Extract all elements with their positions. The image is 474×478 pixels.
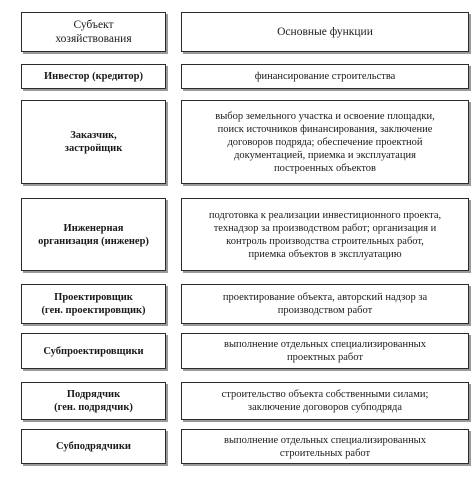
functions-text: проектирование объекта, авторский надзор за производством работ: [222, 292, 428, 316]
functions-text: подготовка к реализации инвестиционного проекта, технадзор за производством работ; организация и контроль производства строительных работ, приемка объектов в эксплуатацию: [208, 209, 442, 260]
functions-box-subdesigners: [181, 333, 469, 369]
subject-box-engineering: [21, 198, 166, 271]
subject-box-subcontractors: [21, 429, 166, 464]
subject-label: Подрядчик (ген. подрядчик): [54, 389, 133, 413]
header-subject-label: Субъект хозяйствования: [55, 19, 132, 45]
subject-box-designer: [21, 284, 166, 324]
subject-label: Заказчик, застройщик: [64, 130, 123, 154]
subject-box-customer: [21, 100, 166, 184]
functions-text: выполнение отдельных специализированных строительных работ: [223, 434, 426, 459]
functions-text: выполнение отдельных специализированных проектных работ: [223, 339, 426, 363]
subject-label: Проектировщик (ген. проектировщик): [41, 292, 146, 316]
functions-text: финансирование строительства: [254, 71, 396, 82]
subject-label: Субподрядчики: [56, 441, 131, 452]
functions-box-customer: [181, 100, 469, 184]
header-functions-label: Основные функции: [277, 26, 373, 38]
header-functions-box: [181, 12, 469, 52]
subject-box-contractor: [21, 382, 166, 420]
functions-box-contractor: [181, 382, 469, 420]
functions-box-designer: [181, 284, 469, 324]
subject-label: Субпроектировщики: [43, 345, 144, 357]
subject-label: Инженерная организация (инженер): [38, 222, 149, 247]
functions-box-investor: [181, 64, 469, 89]
functions-text: выбор земельного участка и освоение площадки, поиск источников финансирования, заключение договоров подряда; обеспечение проектной документацией, приемка и эксплуатация построенных объектов: [215, 110, 435, 174]
functions-text: строительство объекта собственными силами; заключение договоров субподряда: [221, 389, 429, 413]
header-subject-box: [21, 12, 166, 52]
functions-box-engineering: [181, 198, 469, 271]
subject-box-investor: [21, 64, 166, 89]
subject-label: Инвестор (кредитор): [44, 71, 143, 82]
functions-box-subcontractors: [181, 429, 469, 464]
subject-box-subdesigners: [21, 333, 166, 369]
